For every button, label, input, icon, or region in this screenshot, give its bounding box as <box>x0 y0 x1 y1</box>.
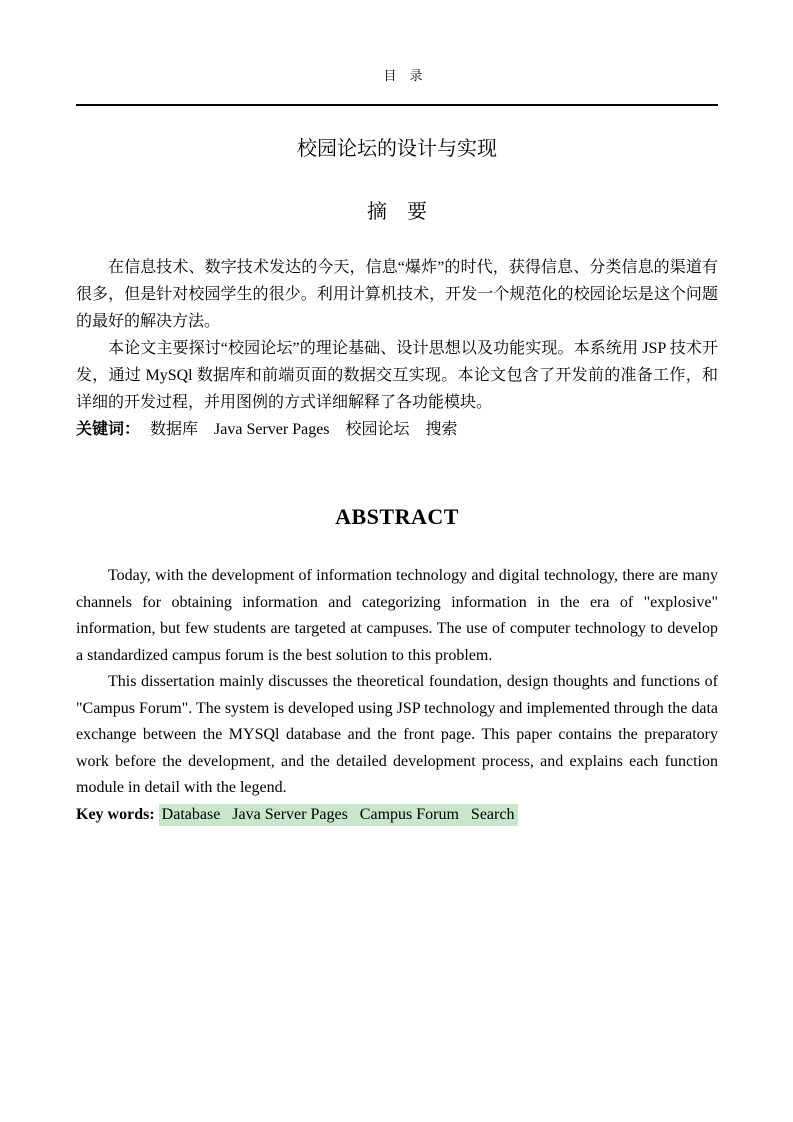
en-abstract-body <box>76 563 718 828</box>
cn-abstract-heading: 摘 要 <box>367 201 427 223</box>
document-title: 校园论坛的设计与实现 <box>297 138 497 160</box>
cn-abstract-body <box>76 254 718 443</box>
page-content <box>76 137 718 828</box>
en-abstract-heading: ABSTRACT <box>335 504 459 529</box>
header-rule <box>76 104 718 106</box>
en-keywords-values: Database Java Server Pages Campus Forum Search <box>159 804 519 826</box>
cn-paragraph-2: 本论文主要探讨“校园论坛”的理论基础、设计思想以及功能实现。本系统用 JSP 技术开发，通过 MySQl 数据库和前端页面的数据交互实现。本论文包含了开发前的准备工作，和详细的开发过程，并用图例的方式详细解释了各功能模块。 <box>76 340 718 411</box>
cn-paragraph-1: 在信息技术、数字技术发达的今天，信息“爆炸”的时代，获得信息、分类信息的渠道有很多，但是针对校园学生的很少。利用计算机技术，开发一个规范化的校园论坛是这个问题的最好的解决方法。 <box>76 259 718 330</box>
en-keywords-line <box>76 802 718 829</box>
en-paragraph-1: Today, with the development of information technology and digital technology, there are many channels for obtaining information and categorizing information in the era of "explosive" information, but few students are targeted at campuses. The use of computer technology to develop a standardized campus forum is the best solution to this problem. <box>76 567 718 664</box>
en-paragraph-2: This dissertation mainly discusses the theoretical foundation, design thoughts and functions of "Campus Forum". The system is developed using JSP technology and implemented through the data exchange between the MYSQl database and the front page. This paper contains the preparatory work before the development, and the detailed development process, and explains each function module in detail with the legend. <box>76 673 718 796</box>
cn-keywords-label: 关键词： <box>76 421 141 438</box>
cn-keywords-line <box>76 416 718 443</box>
running-header-text: 目 录 <box>383 68 423 83</box>
running-header <box>0 0 793 100</box>
en-keywords-label: Key words: <box>76 805 155 823</box>
cn-keywords-values: 数据库 Java Server Pages 校园论坛 搜索 <box>150 421 458 438</box>
